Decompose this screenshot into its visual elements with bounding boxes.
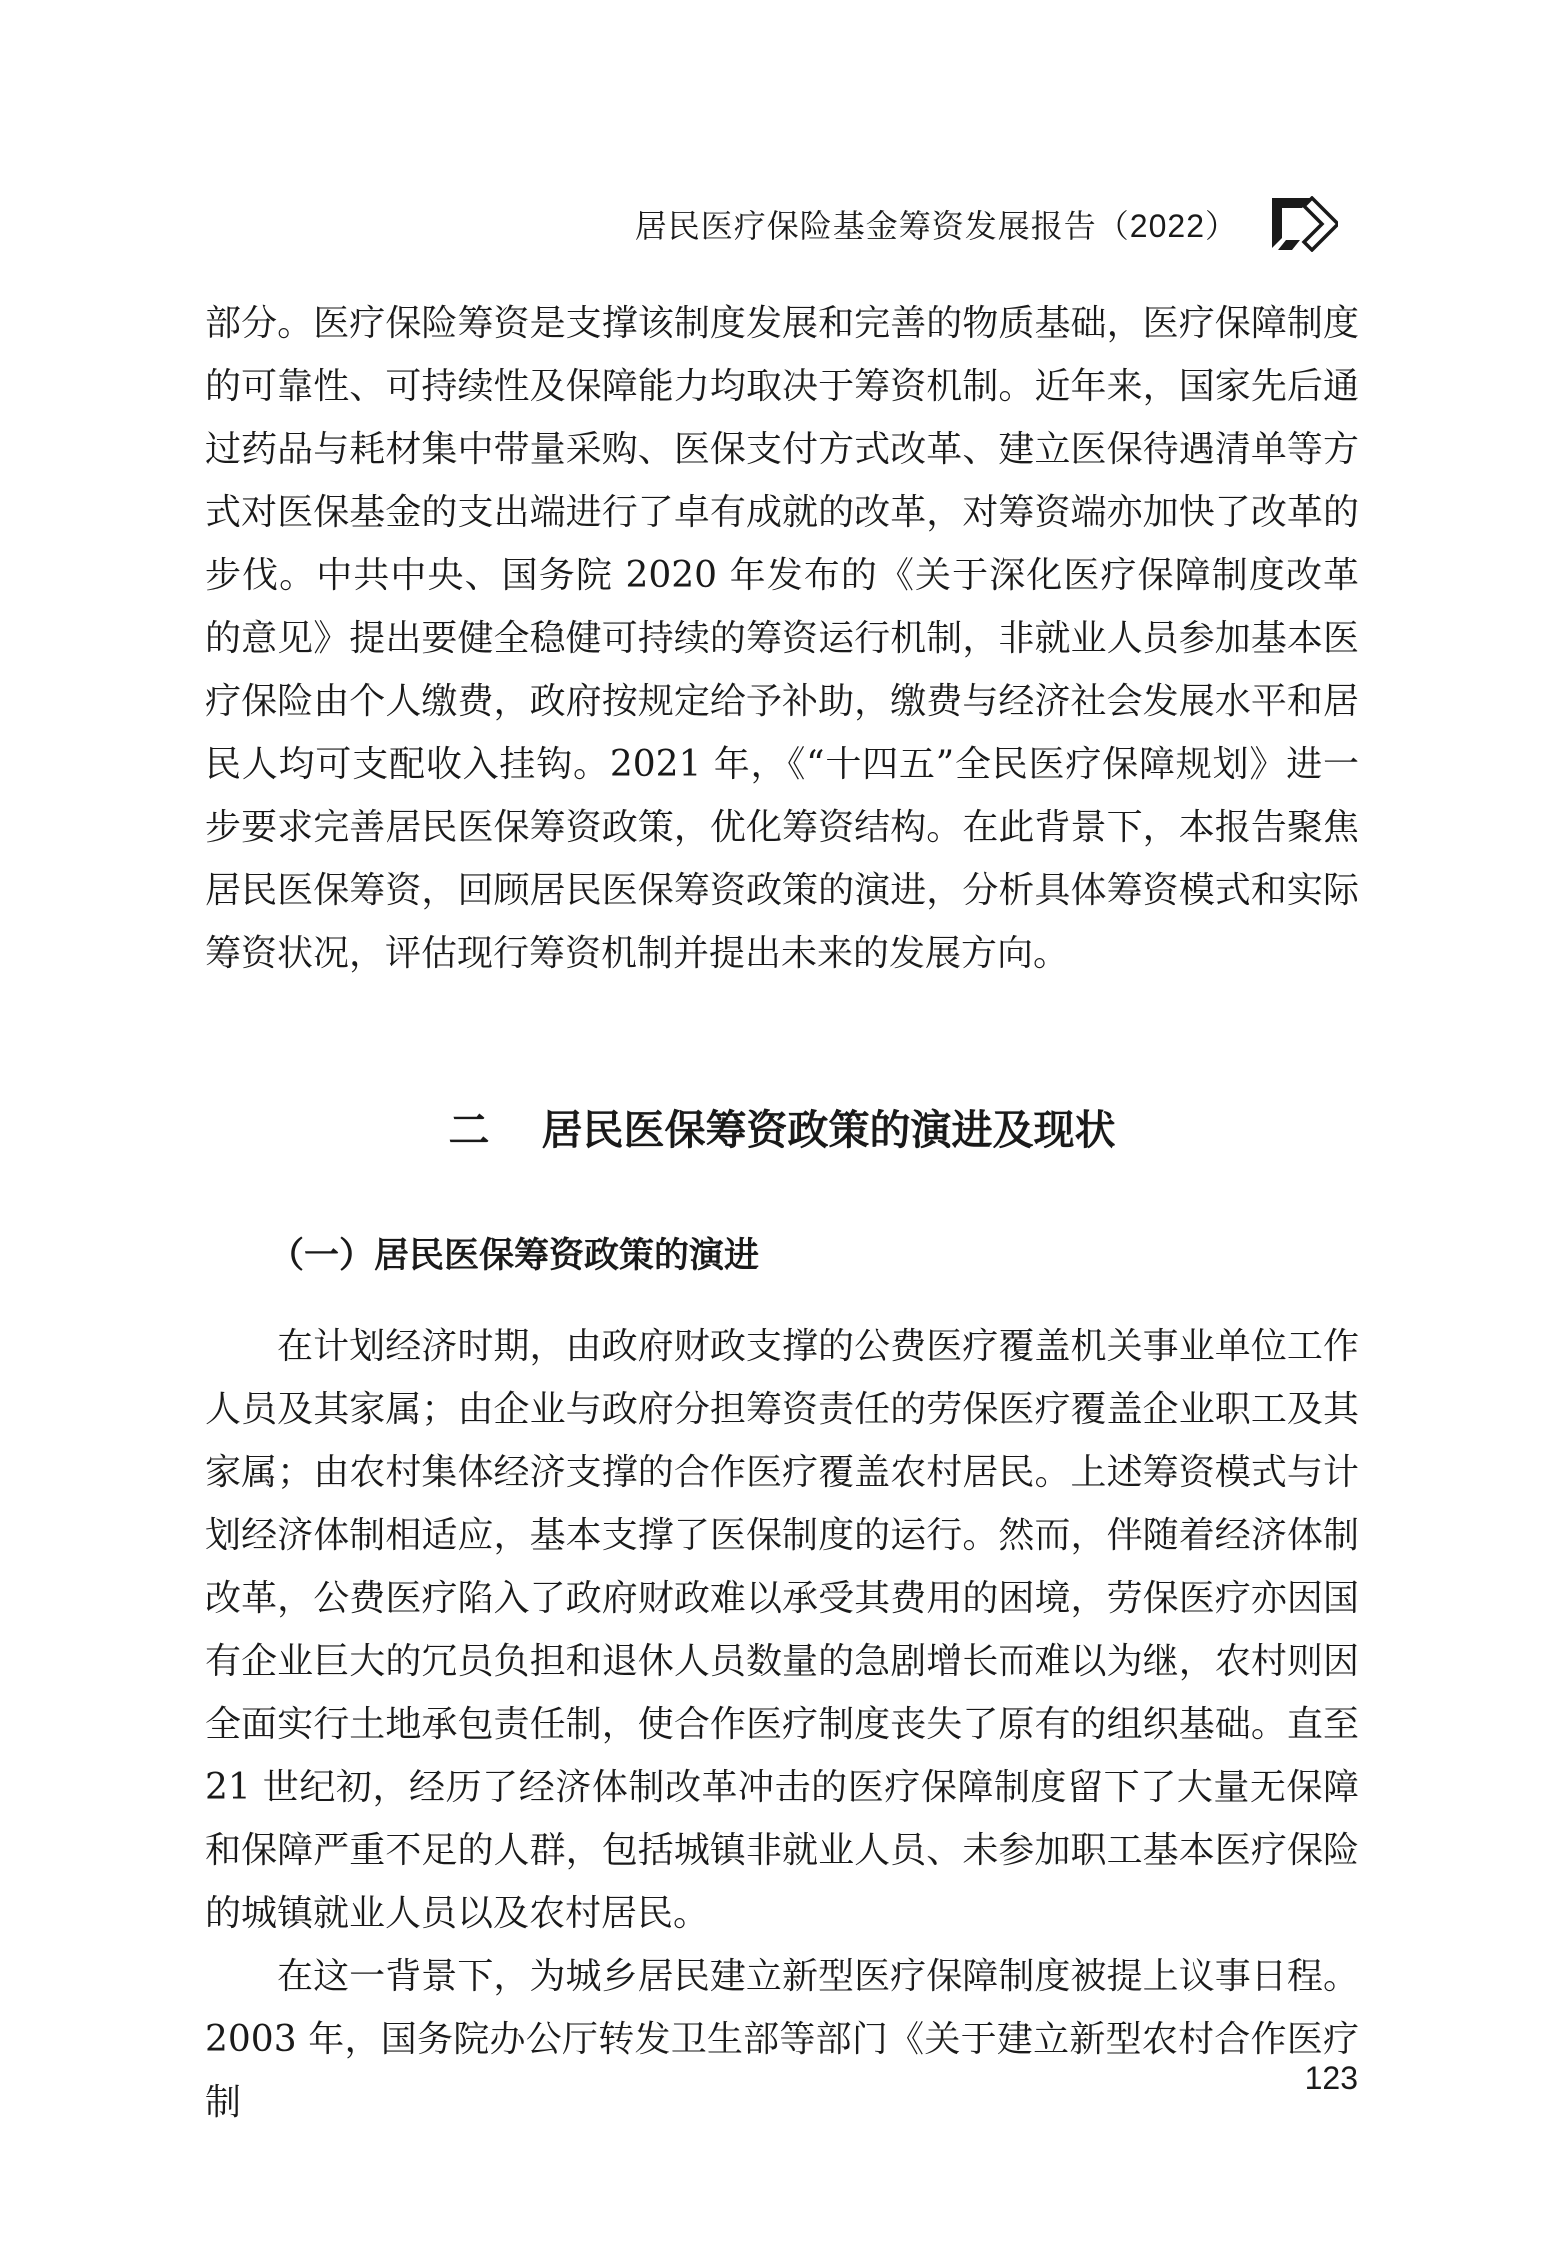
section-heading bbox=[205, 1101, 1359, 1159]
running-header bbox=[635, 196, 1338, 252]
page-number: 123 bbox=[1304, 2060, 1358, 2096]
section-title: 居民医保筹资政策的演进及现状 bbox=[541, 1106, 1116, 1154]
chevron-arrow-icon bbox=[1272, 196, 1338, 252]
main-text bbox=[205, 292, 1359, 2134]
running-header-title: 居民医疗保险基金筹资发展报告（2022） bbox=[634, 208, 1238, 244]
section-number: 二 bbox=[448, 1106, 490, 1154]
body-paragraph-2: 在这一背景下，为城乡居民建立新型医疗保障制度被提上议事日程。2003 年，国务院办公厅转发卫生部等部门《关于建立新型农村合作医疗制 bbox=[205, 1956, 1359, 2123]
intro-paragraph: 部分。医疗保险筹资是支撑该制度发展和完善的物质基础，医疗保障制度的可靠性、可持续性及保障能力均取决于筹资机制。近年来，国家先后通过药品与耗材集中带量采购、医保支付方式改革、建立医保待遇清单等方式对医保基金的支出端进行了卓有成就的改革，对筹资端亦加快了改革的步伐。中共中央、国务院 2020 年发布的《关于深化医疗保障制度改革的意见》提出要健全稳健可持续的筹资运行机制，非就业人员参加基本医疗保险由个人缴费，政府按规定给予补助，缴费与经济社会发展水平和居民人均可支配收入挂钩。2021 年，《“十四五”全民医疗保障规划》进一步要求完善居民医保筹资政策，优化筹资结构。在此背景下，本报告聚焦居民医保筹资，回顾居民医保筹资政策的演进，分析具体筹资模式和实际筹资状况，评估现行筹资机制并提出未来的发展方向。 bbox=[205, 303, 1359, 974]
subsection-heading: （一）居民医保筹资政策的演进 bbox=[269, 1236, 760, 1275]
body-paragraph-1: 在计划经济时期，由政府财政支撑的公费医疗覆盖机关事业单位工作人员及其家属；由企业与政府分担筹资责任的劳保医疗覆盖企业职工及其家属；由农村集体经济支撑的合作医疗覆盖农村居民。上述筹资模式与计划经济体制相适应，基本支撑了医保制度的运行。然而，伴随着经济体制改革，公费医疗陷入了政府财政难以承受其费用的困境，劳保医疗亦因国有企业巨大的冗员负担和退休人员数量的急剧增长而难以为继，农村则因全面实行土地承包责任制，使合作医疗制度丧失了原有的组织基础。直至 21 世纪初，经历了经济体制改革冲击的医疗保障制度留下了大量无保障和保障严重不足的人群，包括城镇非就业人员、未参加职工基本医疗保险的城镇就业人员以及农村居民。 bbox=[205, 1326, 1359, 1934]
